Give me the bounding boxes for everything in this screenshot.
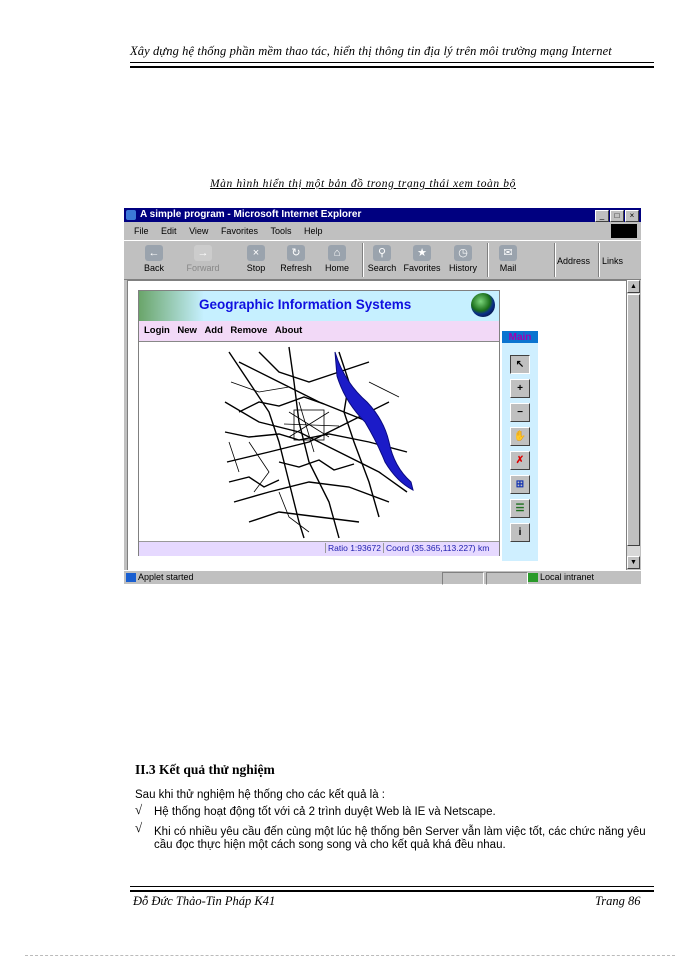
menu-file[interactable]: File [134,226,149,236]
gis-applet [138,290,500,556]
intranet-icon [528,573,538,582]
banner-title: Geographic Information Systems [199,297,412,312]
vertical-scrollbar[interactable] [627,280,640,569]
search-button[interactable] [360,245,404,273]
stop-icon: × [247,245,265,261]
info-icon: i [518,527,522,538]
applet-banner [139,291,499,321]
applet-menu-add[interactable]: Add [204,325,223,336]
stop-button[interactable] [234,245,278,273]
close-button[interactable]: × [625,210,639,222]
applet-menu [139,321,499,342]
pan-hand-icon: ✋ [513,431,527,442]
info-tool-button[interactable] [510,523,530,542]
home-button[interactable] [315,245,359,273]
mail-button[interactable] [486,245,530,273]
refresh-icon: ↻ [287,245,305,261]
history-icon: ◷ [454,245,472,261]
refresh-label: Refresh [280,263,312,273]
applet-menu-remove[interactable]: Remove [230,325,268,336]
history-label: History [448,263,477,273]
favorites-icon: ★ [413,245,431,261]
applet-menu-login[interactable]: Login [144,325,170,336]
scroll-thumb[interactable] [627,294,640,546]
page-header: Xây dựng hệ thống phần mềm thao tác, hiển thị thông tin địa lý trên môi trường mạng Internet [130,44,612,58]
menu-edit[interactable]: Edit [161,226,177,236]
favorites-button[interactable] [400,245,444,273]
mail-icon: ✉ [499,245,517,261]
zoom-in-tool-button[interactable] [510,379,530,398]
back-label: Back [143,263,164,273]
tool-panel [502,331,538,561]
pointer-tool-button[interactable] [510,355,530,374]
result-item-1: Hệ thống hoạt động tốt với cả 2 trình duyệt Web là IE và Netscape. [154,806,496,818]
footer-rule [130,886,654,892]
maximize-button[interactable]: □ [610,210,624,222]
tool-panel-title: Main [502,331,538,343]
search-icon: ⚲ [373,245,391,261]
home-icon: ⌂ [328,245,346,261]
header-rule [130,62,654,68]
menu-favorites[interactable]: Favorites [220,226,258,236]
coordinate-readout: Coord (35.365,113.227) km [383,543,489,553]
mail-label: Mail [499,263,517,273]
toolbar [124,240,641,280]
menu-view[interactable]: View [189,226,209,236]
measure-icon: ✗ [515,455,525,466]
back-icon: ← [145,245,163,261]
map-canvas[interactable] [139,342,499,540]
title-bar [124,208,641,222]
links-label[interactable]: Links [602,256,624,266]
check-mark: √ [135,802,143,817]
search-label: Search [367,263,397,273]
status-zone: Local intranet [540,572,595,582]
scroll-down-button[interactable]: ▼ [627,556,640,569]
ie-icon [126,210,136,220]
address-label[interactable]: Address [557,256,591,266]
page-icon [126,573,136,582]
layers-icon: ☰ [515,503,525,514]
footer-author: Đỗ Đức Thảo-Tin Pháp K41 [133,894,276,908]
applet-menu-new[interactable]: New [177,325,197,336]
minimize-button[interactable]: _ [595,210,609,222]
globe-icon [471,293,495,317]
section-intro: Sau khi thử nghiệm hệ thống cho các kết quả là : [135,789,385,801]
windows-logo-icon [611,224,637,238]
page-number: Trang 86 [595,894,641,908]
refresh-button[interactable] [274,245,318,273]
favorites-label: Favorites [403,263,441,273]
home-label: Home [324,263,349,273]
scroll-up-button[interactable]: ▲ [627,280,640,293]
back-button[interactable] [132,245,176,273]
history-button[interactable] [441,245,485,273]
stop-label: Stop [246,263,266,273]
forward-icon: → [194,245,212,261]
browser-window [124,208,641,584]
page-content [127,280,627,571]
full-extent-tool-button[interactable] [510,475,530,494]
pointer-icon: ↖ [515,359,525,370]
window-title: A simple program - Microsoft Internet Explorer [140,209,362,220]
zoom-out-icon: − [517,407,523,418]
pan-tool-button[interactable] [510,427,530,446]
applet-status [139,541,499,556]
status-panel [442,572,484,585]
status-bar [124,570,641,585]
forward-label: Forward [186,263,220,273]
check-mark: √ [135,820,143,835]
menu-bar [124,223,641,239]
figure-caption: Màn hình hiển thị một bản đồ trong trạng thái xem toàn bộ [210,178,516,190]
zoom-in-icon: + [517,383,523,394]
zoom-out-tool-button[interactable] [510,403,530,422]
applet-menu-about[interactable]: About [274,325,303,336]
status-left: Applet started [138,572,194,582]
menu-tools[interactable]: Tools [270,226,292,236]
status-panel [486,572,528,585]
scale-ratio: Ratio 1:93672 [325,543,381,553]
layers-tool-button[interactable] [510,499,530,518]
page-edge [25,955,675,956]
section-title: II.3 Kết quả thử nghiệm [135,762,275,777]
full-extent-icon: ⊞ [515,479,525,490]
forward-button[interactable] [181,245,225,273]
measure-tool-button[interactable] [510,451,530,470]
result-item-2: Khi có nhiều yêu cầu đến cùng một lúc hệ thống bên Server vẫn làm việc tốt, các chức năng yêu cầu đọc thực hiện một cách song song và cho kết quả khá đều nhau. [154,826,646,851]
menu-help[interactable]: Help [304,226,323,236]
